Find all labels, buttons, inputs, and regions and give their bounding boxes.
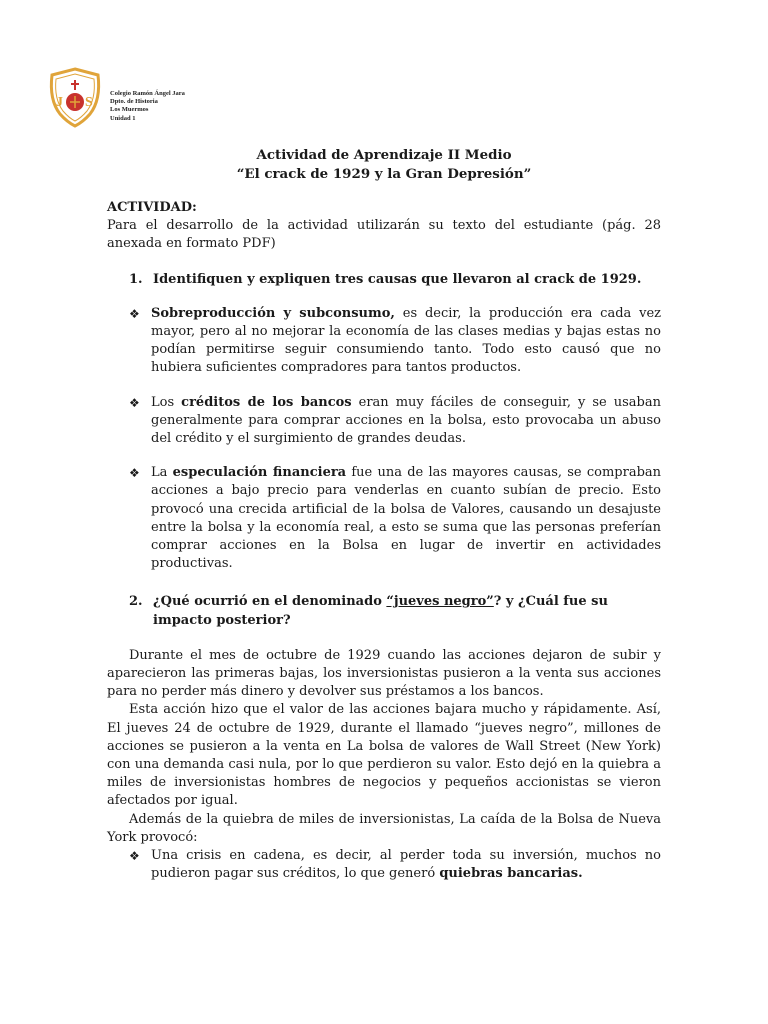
- school-header: [46, 66, 185, 128]
- answer-paragraph-3: Además de la quiebra de miles de inversionistas, La caída de la Bolsa de Nueva York provocó:: [107, 811, 661, 845]
- unit-label: Unidad 1: [110, 114, 136, 122]
- consequence-keyword: quiebras bancarias.: [439, 866, 583, 882]
- answer-section: [107, 647, 661, 884]
- question-1-number: 1.: [129, 271, 143, 287]
- diamond-bullet-icon: ❖: [129, 306, 140, 321]
- diamond-bullet-icon: ❖: [129, 849, 140, 864]
- cause-bullet-1: [107, 305, 661, 378]
- consequence-text: Una crisis en cadena, es decir, al perder toda su inversión, muchos no pudieron pagar sus créditos, lo que generó quiebras bancarias.: [151, 848, 661, 882]
- cause-bullet-3: [107, 464, 661, 573]
- school-name: Colegio Ramón Ángel Jara: [110, 90, 185, 97]
- question-2-number: 2.: [129, 594, 143, 610]
- question-1: [107, 271, 661, 289]
- jueves-negro-term: “jueves negro”: [386, 594, 494, 610]
- diamond-bullet-icon: ❖: [129, 466, 140, 481]
- cause-keyword: especulación financiera: [172, 465, 347, 481]
- question-2-text: ¿Qué ocurrió en el denominado “jueves negro”? y ¿Cuál fue su impacto posterior?: [153, 594, 608, 628]
- consequence-bullet: [107, 847, 661, 883]
- department-name: Dpto. de Historia: [110, 98, 158, 106]
- diamond-bullet-icon: ❖: [129, 395, 140, 410]
- answer-paragraph-2: Esta acción hizo que el valor de las acciones bajara mucho y rápidamente. Así, El jueves 24 de octubre de 1929, durante el llamado “jueves negro”, millones de acciones se pusieron a la venta en La bolsa de valores de Wall Street (New York) con una demanda casi nula, por lo que perdieron su valor. Esto dejó en la quiebra a miles de inversionistas hombres de negocios y pequeños accionistas se vieron afectados por igual.: [107, 702, 661, 809]
- cause-text-3: La especulación financiera fue una de las mayores causas, se compraban acciones a bajo precio para venderlas en cuanto subían de precio. Esto provocó una crecida artificial de la bolsa de Valores, causando un desajuste entre la bolsa y la economía real, a esto se suma que las personas preferían comprar acciones en la Bolsa en lugar de invertir en actividades productivas.: [151, 465, 662, 572]
- activity-heading: ACTIVIDAD:: [107, 200, 197, 215]
- school-location: Los Muermos: [110, 106, 149, 114]
- school-info: [110, 90, 185, 123]
- svg-text:J: J: [56, 95, 63, 110]
- cause-text-1: Sobreproducción y subconsumo, es decir, la producción era cada vez mayor, pero al no mejorar la economía de las clases medias y bajas estas no podían permitirse seguir consumiendo tanto. Todo esto causó que no hubiera suficientes compradores para tantos productos.: [151, 305, 661, 376]
- document-title: [0, 146, 768, 184]
- cause-bullet-2: [107, 394, 661, 449]
- question-2: [107, 593, 661, 629]
- activity-instructions: Para el desarrollo de la actividad utilizarán su texto del estudiante (pág. 28 anexada en formato PDF): [107, 218, 661, 252]
- title-line-2: “El crack de 1929 y la Gran Depresión”: [236, 166, 532, 182]
- document-body: [107, 199, 661, 884]
- answer-paragraph-1: Durante el mes de octubre de 1929 cuando las acciones dejaron de subir y aparecieron las primeras bajas, los inversionistas pusieron a la venta sus acciones para no perder más dinero y devolver sus préstamos a los bancos.: [107, 647, 661, 700]
- cause-keyword: Sobreproducción y subconsumo,: [151, 305, 395, 321]
- title-line-1: Actividad de Aprendizaje II Medio: [256, 147, 512, 163]
- cause-keyword: créditos de los bancos: [181, 394, 352, 410]
- svg-text:S: S: [85, 95, 93, 110]
- question-1-text: Identifiquen y expliquen tres causas que llevaron al crack de 1929.: [153, 271, 642, 287]
- school-crest-icon: [46, 66, 104, 128]
- cause-text-2: Los créditos de los bancos eran muy fáciles de conseguir, y se usaban generalmente para comprar acciones en la bolsa, esto provocaba un abuso del crédito y el surgimiento de grandes deudas.: [151, 394, 661, 447]
